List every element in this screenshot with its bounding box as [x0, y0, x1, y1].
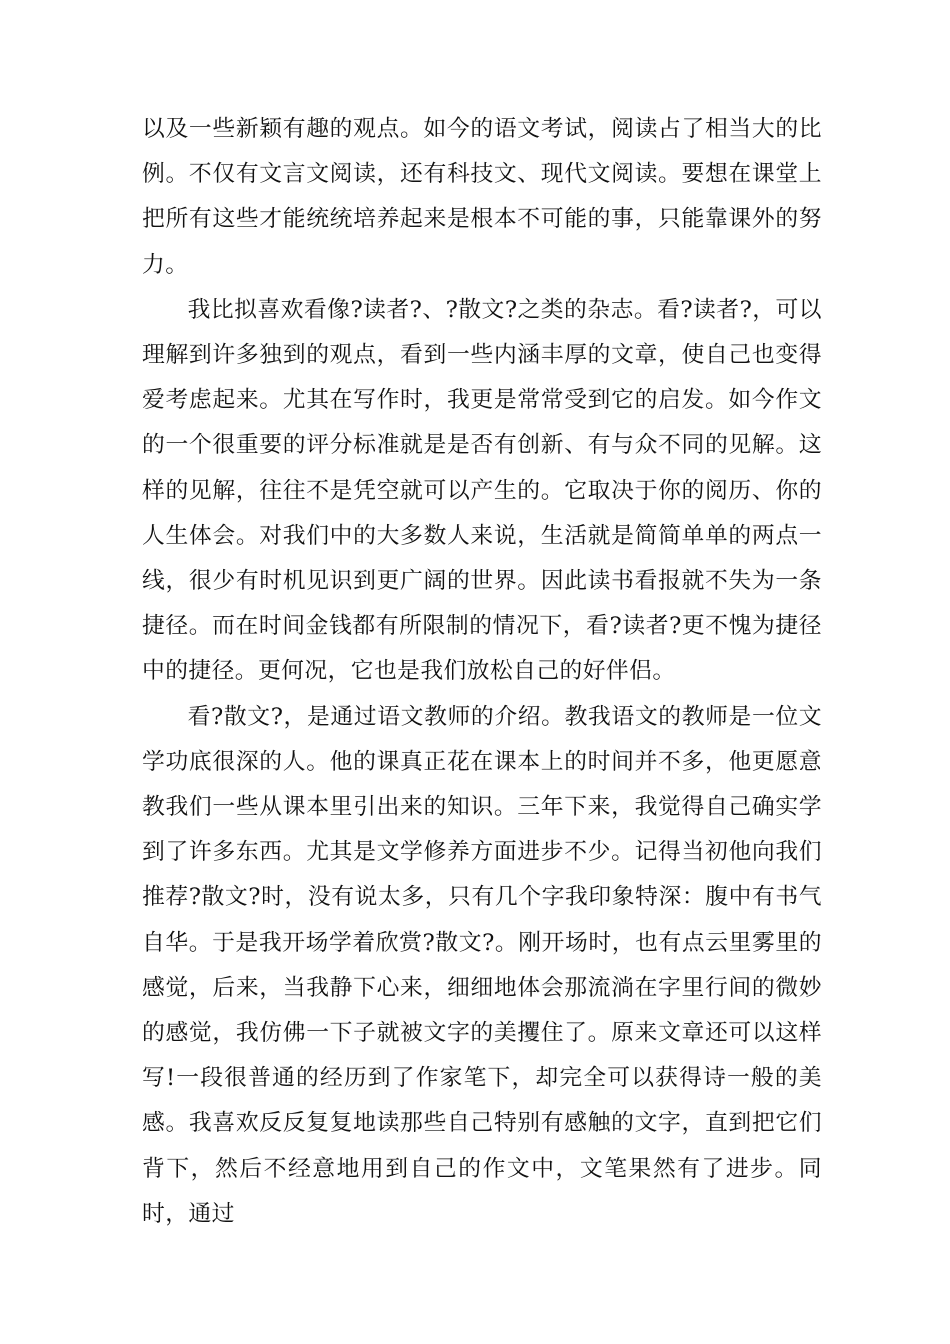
paragraph-3: 看?散文?，是通过语文教师的介绍。教我语文的教师是一位文学功底很深的人。他的课真正花在课本上的时间并不多，他更愿意教我们一些从课本里引出来的知识。三年下来，我觉得自己确实学到了许多东西。尤其是文学修养方面进步不少。记得当初他向我们推荐?散文?时，没有说太多，只有几个字我印象特深：腹中有书气自华。于是我开场学着欣赏?散文?。刚开场时，也有点云里雾里的感觉，后来，当我静下心来，细细地体会那流淌在字里行间的微妙的感觉，我仿佛一下子就被文字的美攫住了。原来文章还可以这样写!一段很普通的经历到了作家笔下，却完全可以获得诗一般的美感。我喜欢反反复复地读那些自己特别有感触的文字，直到把它们背下，然后不经意地用到自己的作文中，文笔果然有了进步。同时，通过 — [142, 703, 822, 1227]
paragraph-2: 我比拟喜欢看像?读者?、?散文?之类的杂志。看?读者?，可以理解到许多独到的观点，看到一些内涵丰厚的文章，使自己也变得爱考虑起来。尤其在写作时，我更是常常受到它的启发。如今作文的一个很重要的评分标准就是是否有创新、有与众不同的见解。这样的见解，往往不是凭空就可以产生的。它取决于你的阅历、你的人生体会。对我们中的大多数人来说，生活就是简简单单的两点一线，很少有时机见识到更广阔的世界。因此读书看报就不失为一条捷径。而在时间金钱都有所限制的情况下，看?读者?更不愧为捷径中的捷径。更何况，它也是我们放松自己的好伴侣。 — [142, 296, 822, 685]
paragraph-1: 以及一些新颖有趣的观点。如今的语文考试，阅读占了相当大的比例。不仅有文言文阅读，还有科技文、现代文阅读。要想在课堂上把所有这些才能统统培养起来是根本不可能的事，只能靠课外的努力。 — [142, 116, 822, 278]
document-body — [142, 107, 822, 1237]
